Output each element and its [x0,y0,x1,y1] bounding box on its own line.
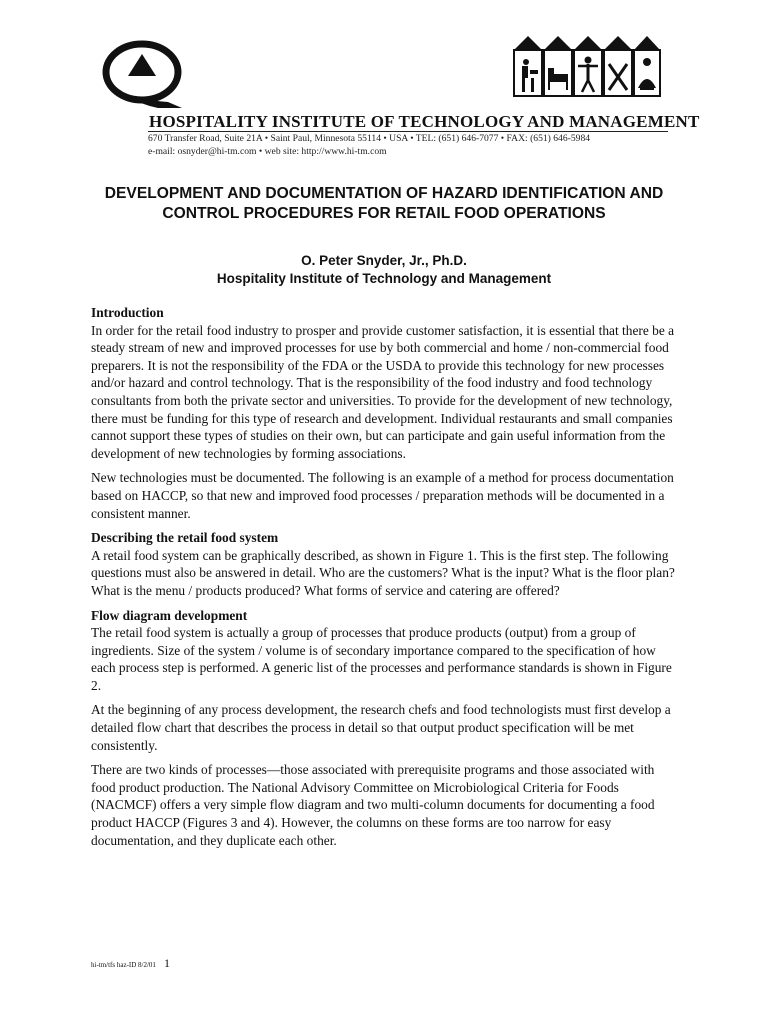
org-name-part: ANAGEMENT [585,112,700,131]
org-name-part: T [398,112,411,131]
section-heading-introduction: Introduction [91,305,164,320]
house-person-icon [574,36,602,96]
org-name-part: NSTITUTE OF [278,112,399,131]
house-chef-icon [634,36,660,96]
page-number: 1 [163,956,170,970]
house-person-reading-icon [514,36,542,96]
house-utensils-icon [604,36,632,96]
paragraph: A retail food system can be graphically described, as shown in Figure 1. This is the first step. The following questions must also be answered in detail. Who are the customers? What is the input? What is the floor plan? What is the menu / products produced? What forms of service and catering are offered? [91,547,675,598]
organization-address: 670 Transfer Road, Suite 21A • Saint Paul, Minnesota 55114 • USA • TEL: (651) 646-7077 • FAX: (651) 646-5984 [148,133,591,144]
paragraph: New technologies must be documented. The following is an example of a method for process documentation based on HACCP, so that new and improved food processes / preparation methods will be documented in a consistent manner. [91,470,674,521]
paragraph: There are two kinds of processes—those associated with prerequisite programs and those associated with food product production. The National Advisory Committee on Microbiological Criteria for Foods (NACMCF) offers a very simple flow diagram and two multi-column documents for documenting a food product HACCP (Figures 3 and 4). However, the columns on these forms are too narrow for easy documentation, and they duplicate each other. [91,762,655,848]
document-title: DEVELOPMENT AND DOCUMENTATION OF HAZARD IDENTIFICATION AND CONTROL PROCEDURES FOR RETAIL FOOD OPERATIONS [104,185,664,222]
letterhead-divider [148,131,668,132]
document-body [91,304,681,856]
section-heading-flow-diagram: Flow diagram development [91,607,248,623]
organization-contact: e-mail: osnyder@hi-tm.com • web site: http://www.hi-tm.com [148,146,387,157]
hitm-q-logo-icon [98,38,190,110]
org-name-part: M [569,112,586,131]
org-name-part: ECHNOLOGY AND [410,112,570,131]
house-bed-icon [544,36,572,96]
paragraph: In order for the retail food industry to prosper and provide customer satisfaction, it is essential that there be a steady stream of new and improved processes for use by both commercial and home / non-commercial food preparers. It is not the responsibility of the FDA or the USDA to provide this technology for new processes and/or hazard and control technology. That is the responsibility of the food industry and food technology consultants from both the private sector and universities. To provide for the development of new technology, there must be funding for this type of research and development. Individual restaurants and small companies cannot support these types of studies on their own, but can participate and gain useful information from the development of new technologies by forming associations. [91,322,675,461]
section-heading-describing: Describing the retail food system [91,530,279,546]
org-name-part: I [271,112,279,131]
paragraph: At the beginning of any process development, the research chefs and food technologists must first develop a detailed flow chart that describes the process in detail so that output product specification will be met consistently. [91,702,671,753]
author-affiliation: Hospitality Institute of Technology and Management [216,271,552,286]
footer-code: hi-tm/tfs haz-ID 8/2/01 [91,961,156,969]
organization-name [149,112,700,132]
author-name: O. Peter Snyder, Jr., Ph.D. [301,253,467,268]
org-name-part: H [149,112,163,131]
org-name-part: OSPITALITY [162,112,272,131]
page-footer [91,956,170,971]
paragraph: The retail food system is actually a group of processes that produce products (output) from a group of ingredients. Size of the system / volume is of secondary importance compared to the specification of how each process step is performed. A generic list of the processes and performance standards is shown in Figure 2. [91,625,672,693]
house-icons-group [512,28,662,100]
